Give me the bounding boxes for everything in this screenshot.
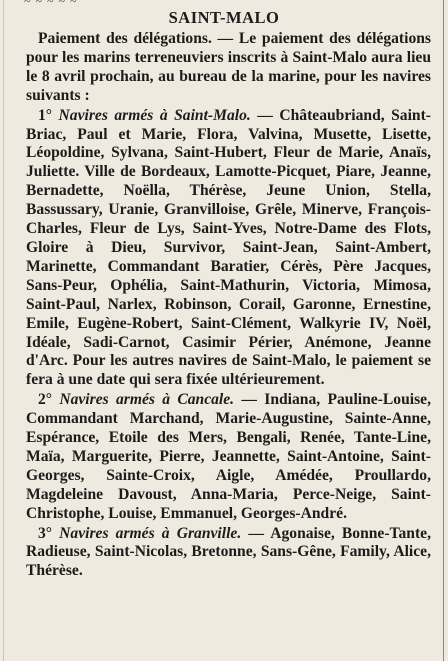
intro-lead: Paiement des délégations. [38, 30, 212, 47]
section-label: Navires armés à Granville. [59, 524, 242, 542]
section-saint-malo [26, 107, 431, 391]
article-heading: SAINT-MALO [168, 8, 280, 27]
column-edge-left [3, 0, 4, 661]
section-number: 1° [38, 106, 59, 124]
section-label: Navires armés à Saint-Malo. [58, 106, 251, 124]
section-number: 2° [38, 391, 60, 409]
cut-off-previous-line: ~ ~ ~ ~ ~ [24, 0, 78, 8]
article-body [26, 30, 431, 581]
intro-paragraph [26, 30, 431, 106]
section-granville [26, 525, 431, 582]
column-rule-right [443, 0, 444, 661]
intro-text: — Le paiement des délégations pour les marins terreneuviers inscrits à Saint-Malo aura lieu le 8 avril prochain, au bureau de la marine, pour les navires suivants : [26, 30, 431, 104]
section-cancale [26, 391, 431, 523]
section-label: Navires armés à Cancale. [59, 391, 235, 409]
section-number: 3° [38, 524, 60, 542]
section-text: — Châteaubriand, Saint-Briac, Paul et Marie, Flora, Valvina, Musette, Lisette, Léopoldine, Sylvana, Saint-Hubert, Fleur de Marie, Anaïs, Juliette. Ville de Bordeaux, Lamotte-Picquet, Piare, Jeanne, Bernadette, Noëlla, Thérèse, Jeune Union, Stella, Bassussary, Uranie, Granvilloise, Grêle, Minerve, François-Charles, Fleur de Lys, Saint-Yves, Notre-Dame des Flots, Gloire à Dieu, Survivor, Saint-Jean, Saint-Ambert, Marinette, Commandant Baratier, Cérès, Père Jacques, Sans-Peur, Ophélia, Saint-Mathurin, Victoria, Mimosa, Saint-Paul, Narlex, Robinson, Corail, Garonne, Ernestine, Emile, Eugène-Robert, Saint-Clément, Walkyrie IV, Noël, Idéale, Sadi-Carnot, Casimir Périer, Anémone, Jeanne d'Arc. Pour les autres navires de Saint-Malo, le paiement se fera à une date qui sera fixée ultérieurement. [26, 106, 431, 389]
section-text: — Indiana, Pauline-Louise, Commandant Marchand, Marie-Augustine, Sainte-Anne, Espérance, Etoile des Mers, Bengali, Renée, Tante-Line, Maïa, Marguerite, Pierre, Jeannette, Saint-Antoine, Saint-Georges, Sainte-Croix, Aigle, Amédée, Proullardo, Magdeleine Davoust, Anna-Maria, Perce-Neige, Saint-Christophe, Louise, Emmanuel, Georges-André. [26, 391, 431, 522]
section-text: — Agonaise, Bonne-Tante, Radieuse, Saint-Nicolas, Bretonne, Sans-Gêne, Family, Alice, Thérèse. [26, 524, 431, 580]
